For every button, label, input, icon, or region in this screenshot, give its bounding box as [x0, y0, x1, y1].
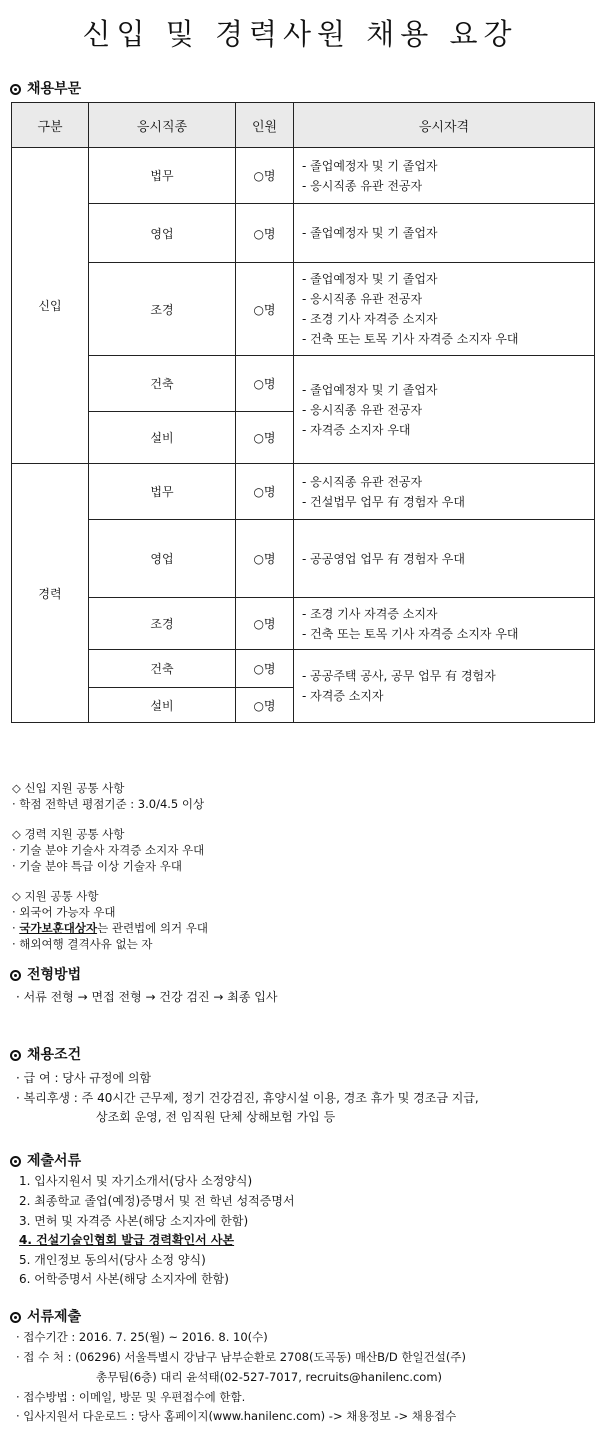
table-header-row: [12, 103, 595, 148]
header-cell: 인원: [236, 103, 294, 148]
job-cell: 영업: [89, 204, 236, 263]
section-conditions: 채용조건: [10, 1044, 81, 1064]
welfare-line: · 복리후생 : 주 40시간 근무제, 정기 건강검진, 휴양시설 이용, 경조 휴가 및 경조금 지급,: [16, 1091, 479, 1105]
table-row: [12, 598, 595, 650]
header-cell: 구분: [12, 103, 89, 148]
document-item: 3. 면허 및 자격증 사본(해당 소지자에 한함): [19, 1214, 249, 1228]
qual-cell: - 공공영업 업무 有 경험자 우대: [294, 520, 595, 598]
job-cell: 설비: [89, 688, 236, 723]
group-cell: 경력: [12, 464, 89, 723]
document-item-highlight: 4. 건설기술인협회 발급 경력확인서 사본: [19, 1233, 235, 1247]
count-cell: ○명: [236, 148, 294, 204]
count-cell: ○명: [236, 520, 294, 598]
welfare-line-2: 상조회 운영, 전 임직원 단체 상해보험 가입 등: [96, 1110, 336, 1124]
job-cell: 영업: [89, 520, 236, 598]
section-recruit: 채용부문: [10, 78, 81, 98]
qual-cell: - 졸업예정자 및 기 졸업자 - 응시직종 유관 전공자 - 자격증 소지자 우대: [294, 356, 595, 464]
document-item: 5. 개인정보 동의서(당사 소정 양식): [19, 1253, 206, 1267]
recruit-table: [11, 102, 595, 723]
table-row: [12, 148, 595, 204]
header-cell: 응시직종: [89, 103, 236, 148]
process-line: · 서류 전형 → 면접 전형 → 건강 검진 → 최종 입사: [16, 990, 278, 1004]
job-cell: 조경: [89, 263, 236, 356]
group-cell: 신입: [12, 148, 89, 464]
table-row: [12, 650, 595, 688]
job-cell: 법무: [89, 464, 236, 520]
bullseye-icon: [10, 1050, 21, 1061]
count-cell: ○명: [236, 263, 294, 356]
download-line: · 입사지원서 다운로드 : 당사 홈페이지(www.hanilenc.com) -> 채용정보 -> 채용접수: [16, 1409, 457, 1423]
bullseye-icon: [10, 84, 21, 95]
qual-cell: - 졸업예정자 및 기 졸업자 - 응시직종 유관 전공자 - 조경 기사 자격증 소지자 - 건축 또는 토목 기사 자격증 소지자 우대: [294, 263, 595, 356]
notes-block: ◇ 신입 지원 공통 사항 · 학점 전학년 평점기준 : 3.0/4.5 이상 ◇ 경력 지원 공통 사항 · 기술 분야 기술사 자격증 소지자 우대 · 기술 분야 특급 이상 기술자 우대 ◇ 지원 공통 사항 · 외국어 가능자 우대 · 국가보훈대상자는 관련법에 의거 우대 · 해외여행 결격사유 없는 자: [12, 781, 209, 951]
header-cell: 응시자격: [294, 103, 595, 148]
bullseye-icon: [10, 1312, 21, 1323]
page-title: 신입 및 경력사원 채용 요강: [82, 17, 518, 51]
count-cell: ○명: [236, 464, 294, 520]
table-row: [12, 520, 595, 598]
job-cell: 건축: [89, 650, 236, 688]
address-line: · 접 수 처 : (06296) 서울특별시 강남구 남부순환로 2708(도곡동) 매산B/D 한일건설(주): [16, 1350, 466, 1364]
method-line: · 접수방법 : 이메일, 방문 및 우편접수에 한함.: [16, 1390, 246, 1404]
count-cell: ○명: [236, 688, 294, 723]
count-cell: ○명: [236, 650, 294, 688]
job-cell: 설비: [89, 412, 236, 464]
pay-line: · 급 여 : 당사 규정에 의함: [16, 1071, 152, 1085]
bullseye-icon: [10, 970, 21, 981]
veteran-emphasis: 국가보훈대상자: [19, 921, 98, 935]
document-item: 2. 최종학교 졸업(예정)증명서 및 전 학년 성적증명서: [19, 1194, 295, 1208]
period-line: · 접수기간 : 2016. 7. 25(월) ~ 2016. 8. 10(수): [16, 1330, 268, 1344]
count-cell: ○명: [236, 204, 294, 263]
table-row: [12, 464, 595, 520]
section-submission: 서류제출: [10, 1306, 81, 1326]
document-item: 1. 입사지원서 및 자기소개서(당사 소정양식): [19, 1174, 253, 1188]
qual-cell: - 졸업예정자 및 기 졸업자 - 응시직종 유관 전공자: [294, 148, 595, 204]
document-item: 6. 어학증명서 사본(해당 소지자에 한함): [19, 1272, 229, 1286]
count-cell: ○명: [236, 598, 294, 650]
address-line-2: 총무팀(6층) 대리 윤석태(02-527-7017, recruits@hanilenc.com): [96, 1370, 443, 1384]
job-cell: 법무: [89, 148, 236, 204]
table-row: [12, 356, 595, 412]
table-row: [12, 204, 595, 263]
qual-cell: - 조경 기사 자격증 소지자 - 건축 또는 토목 기사 자격증 소지자 우대: [294, 598, 595, 650]
job-cell: 조경: [89, 598, 236, 650]
job-cell: 건축: [89, 356, 236, 412]
table-row: [12, 263, 595, 356]
count-cell: ○명: [236, 412, 294, 464]
section-documents: 제출서류: [10, 1150, 81, 1170]
qual-cell: - 공공주택 공사, 공무 업무 有 경험자 - 자격증 소지자: [294, 650, 595, 723]
section-process: 전형방법: [10, 964, 81, 984]
qual-cell: - 응시직종 유관 전공자 - 건설법무 업무 有 경험자 우대: [294, 464, 595, 520]
bullseye-icon: [10, 1156, 21, 1167]
qual-cell: - 졸업예정자 및 기 졸업자: [294, 204, 595, 263]
count-cell: ○명: [236, 356, 294, 412]
